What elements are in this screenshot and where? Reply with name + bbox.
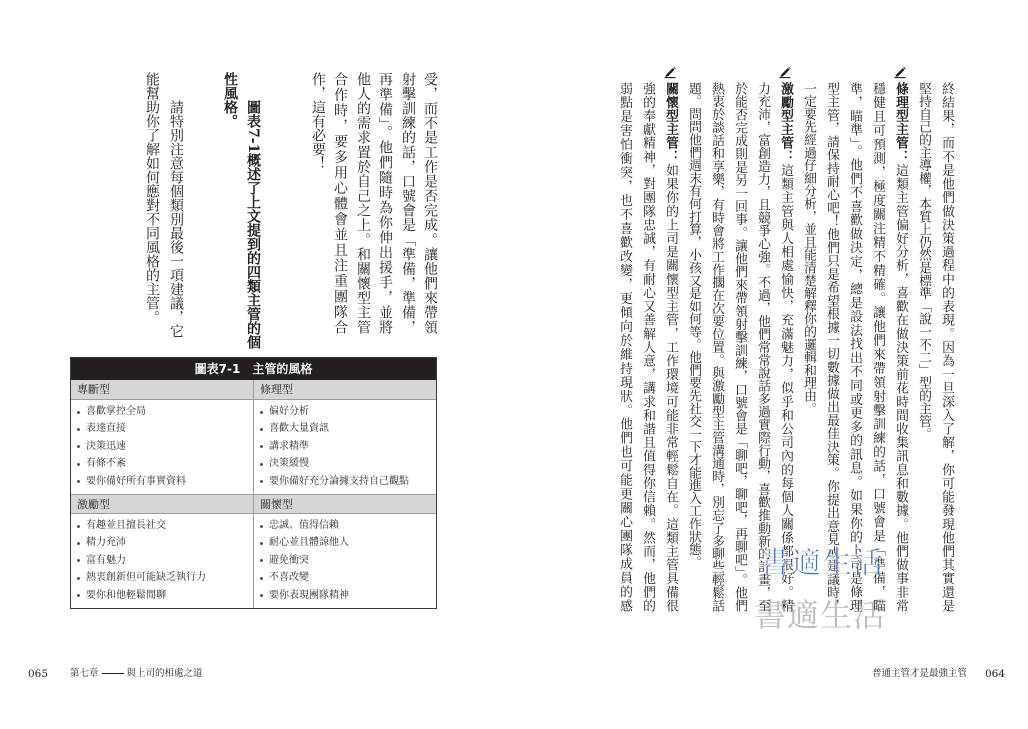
text-column: 請特別注意每個類別最後一項建議，它 <box>168 100 184 338</box>
text-column: 他人的需求置於自己之上。和關懷型主管 <box>355 72 371 334</box>
trait-item: 不喜改變 <box>254 569 436 586</box>
text-column: 能幫助你了解如何應對不同風格的主管。 <box>144 72 160 324</box>
text-column: 熱衷於談話和享樂，有時會將工作擱在次要位置。與激勵型主管溝通時，別忘了多聊些輕鬆話 <box>709 82 724 612</box>
chapter-rule <box>102 673 124 674</box>
figure-reference-text: 性風格。 <box>222 72 238 128</box>
text-column: 強的奉獻精神，對團隊忠誠，有耐心又善解人意，講求和諧且值得你信賴。然而，他們的 <box>640 82 655 612</box>
text-column: 再準備」。他們隨時為你伸出援手，並將 <box>377 72 393 334</box>
section-heading: 條理型主管： <box>893 82 908 164</box>
text-column: 終結果，而不是他們做決策過程中的表現。因為一旦深入了解，你可能發現他們其實還是 <box>939 82 954 612</box>
text-column: 堅持自己的主導權，本質上仍然是標準「說一不二」型的主管。 <box>916 82 931 441</box>
text-column: 於能否完成則是另一回事。讓他們來帶領射擊訓練，口號會是「聊吧，聊吧，再聊吧」。他們 <box>732 82 747 612</box>
text-column: 準，瞄準」。他們不喜歡做決定，總是設法找出不同或更多的訊息。如果你的上司是條理 <box>847 82 862 612</box>
figure-reference-text: 圖表7-1概述了上文提到的四類主管的個 <box>245 100 261 350</box>
watermark-logo: 書適生活 <box>760 546 884 581</box>
trait-item: 講求精準 <box>254 438 436 455</box>
page-number: 064 <box>985 668 1006 680</box>
trait-item: 有趣並且擅長社交 <box>71 517 253 534</box>
text-column: 穩健且可預測，極度關注精不精確。讓他們來帶領射擊訓練的話，口號會是「準備，瞄 <box>870 82 885 612</box>
figure-title: 圖表7-1 主管的風格 <box>71 358 436 380</box>
trait-item: 要你備好所有事實資料 <box>71 473 253 490</box>
column-text: 這類主管與人相處愉快，充滿魅力，似乎和公司內的每個人關係都很好。精 <box>778 163 793 612</box>
text-column: 一定要先經過仔細分析，並且能清楚解釋你的邏輯和理由。 <box>801 82 816 415</box>
section-heading: 激勵型主管： <box>778 82 793 164</box>
pen-check-icon <box>893 65 907 79</box>
style-header-caring: 關懷型 <box>254 494 436 514</box>
trait-item: 喜歡大量資訊 <box>254 420 436 437</box>
text-column: 作，這有必要！ <box>310 72 326 170</box>
text-column <box>660 82 680 612</box>
trait-item: 避免衝突 <box>254 552 436 569</box>
chapter-label: 第七章 <box>70 668 99 679</box>
trait-list-caring <box>254 514 436 608</box>
trait-list-motivational <box>71 514 254 608</box>
watermark-text: 書適生活 <box>754 596 887 634</box>
trait-item: 要你備好充分論據支持自己觀點 <box>254 473 436 490</box>
running-head-chapter <box>70 667 203 681</box>
trait-item: 耐心並且體諒他人 <box>254 534 436 551</box>
text-column: 型主管，請保持耐心吧！他們只是希望根據一切數據做出最佳決策。你提出意見或建議時， <box>824 82 839 612</box>
pen-check-icon <box>778 65 792 79</box>
trait-list-autocratic <box>71 400 254 494</box>
text-column <box>890 82 910 612</box>
figure-7-1-table <box>70 357 437 609</box>
style-header-analytical: 條理型 <box>254 380 436 400</box>
running-head-title: 普通主管才是最強主管 <box>872 668 968 679</box>
trait-item: 要你和他輕鬆閒聊 <box>71 587 253 604</box>
style-header-motivational: 激勵型 <box>71 494 254 514</box>
trait-item: 富有魅力 <box>71 552 253 569</box>
trait-item: 精力充沛 <box>71 534 253 551</box>
trait-item: 決策迅速 <box>71 438 253 455</box>
pen-check-icon <box>663 65 677 79</box>
trait-list-analytical <box>254 400 436 494</box>
text-column: 題。問問他們週末有何打算，小孩又是如何等。他們要先社交一下才能進入工作狀態。 <box>686 82 701 569</box>
section-heading: 關懷型主管： <box>663 82 678 164</box>
trait-item: 決策緩慢 <box>254 455 436 472</box>
trait-item: 偏好分析 <box>254 403 436 420</box>
text-column: 力充沛，富創造力，且競爭心強。不過，他們常常說話多過實際行動，喜歡推動新的計畫，至 <box>755 82 770 612</box>
right-page <box>514 0 1028 729</box>
text-column: 合作時，要多用心體會並且注重團隊合 <box>332 72 348 334</box>
figure-grid <box>71 380 436 608</box>
trait-item: 忠誠、值得信賴 <box>254 517 436 534</box>
chapter-title: 與上司的相處之道 <box>126 668 203 679</box>
trait-item: 要你表現團隊精神 <box>254 587 436 604</box>
page-number: 065 <box>28 668 49 680</box>
text-column: 弱點是害怕衝突，也不喜歡改變，更傾向於維持現狀。他們也可能更關心團隊成員的感 <box>617 82 632 612</box>
trait-item: 表達直接 <box>71 420 253 437</box>
trait-item: 有條不紊 <box>71 455 253 472</box>
text-column <box>775 82 795 612</box>
column-text: 這類主管偏好分析，喜歡在做決策前花時間收集訊息和數據。他們做事非常 <box>893 163 908 612</box>
text-column: 射擊訓練的話，口號會是「準備，準備， <box>400 72 416 334</box>
column-text: 如果你的上司是關懷型主管，工作環境可能非常輕鬆自在。這類主管具備很 <box>663 163 678 612</box>
style-header-autocratic: 專斷型 <box>71 380 254 400</box>
text-column: 受，而不是工作是否完成。讓他們來帶領 <box>422 72 438 334</box>
trait-item: 喜歡掌控全局 <box>71 403 253 420</box>
trait-item: 熱衷創新但可能缺乏執行力 <box>71 569 253 586</box>
